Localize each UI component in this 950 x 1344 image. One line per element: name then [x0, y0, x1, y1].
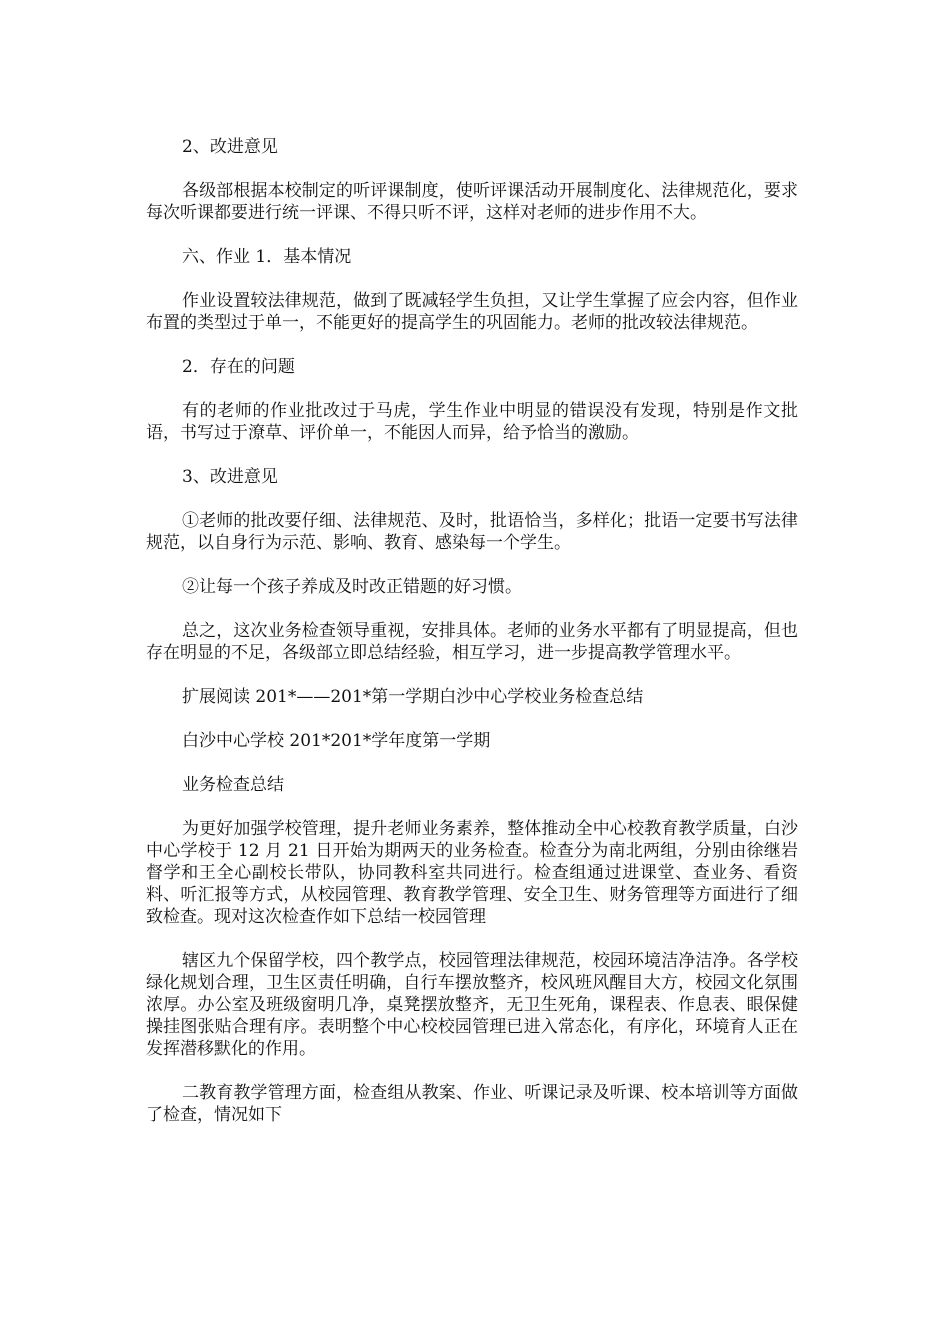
paragraph-improvement-item-2: ②让每一个孩子养成及时改正错题的好习惯。: [182, 577, 522, 597]
inspection-summary-title: 业务检查总结: [182, 775, 284, 795]
paragraph-lesson-evaluation: 各级部根据本校制定的听评课制度，使听评课活动开展制度化、法律规范化，要求每次听课都要进行统一评课、不得只听不评，这样对老师的进步作用不大。: [146, 181, 798, 223]
paragraph-teaching-management: 二教育教学管理方面，检查组从教案、作业、听课记录及听课、校本培训等方面做了检查，情况如下: [146, 1083, 798, 1125]
document-body: [146, 136, 798, 1148]
section-heading-problems: 2．存在的问题: [182, 357, 295, 377]
section-heading-homework: 六、作业 1．基本情况: [182, 247, 352, 267]
paragraph-improvement-item-1: ①老师的批改要仔细、法律规范、及时，批语恰当，多样化；批语一定要书写法律规范，以自身行为示范、影响、教育、感染每一个学生。: [146, 511, 798, 553]
extended-reading-title: 扩展阅读 201*——201*第一学期白沙中心学校业务检查总结: [182, 687, 644, 707]
school-term-title: 白沙中心学校 201*201*学年度第一学期: [182, 731, 491, 751]
paragraph-homework-basic: 作业设置较法律规范，做到了既减轻学生负担，又让学生掌握了应会内容，但作业布置的类型过于单一，不能更好的提高学生的巩固能力。老师的批改较法律规范。: [146, 291, 798, 333]
paragraph-homework-problems: 有的老师的作业批改过于马虎，学生作业中明显的错误没有发现，特别是作文批语，书写过于潦草、评价单一，不能因人而异，给予恰当的激励。: [146, 401, 798, 443]
section-heading-improvement-2: 2、改进意见: [182, 137, 278, 157]
section-heading-improvement-3: 3、改进意见: [182, 467, 278, 487]
paragraph-summary: 总之，这次业务检查领导重视，安排具体。老师的业务水平都有了明显提高，但也存在明显的不足，各级部立即总结经验，相互学习，进一步提高教学管理水平。: [146, 621, 798, 663]
paragraph-inspection-intro: 为更好加强学校管理，提升老师业务素养，整体推动全中心校教育教学质量，白沙中心学校于 12 月 21 日开始为期两天的业务检查。检查分为南北两组，分别由徐继岩督学和王全心副校长带队，协同教科室共同进行。检查组通过进课堂、查业务、看资料、听汇报等方式，从校园管理、教育教学管理、安全卫生、财务管理等方面进行了细致检查。现对这次检查作如下总结一校园管理: [146, 819, 798, 927]
paragraph-campus-management: 辖区九个保留学校，四个教学点，校园管理法律规范，校园环境洁净洁净。各学校绿化规划合理，卫生区责任明确，自行车摆放整齐，校风班风醒目大方，校园文化氛围浓厚。办公室及班级窗明几净，桌凳摆放整齐，无卫生死角，课程表、作息表、眼保健操挂图张贴合理有序。表明整个中心校校园管理已进入常态化，有序化，环境育人正在发挥潜移默化的作用。: [146, 951, 798, 1059]
